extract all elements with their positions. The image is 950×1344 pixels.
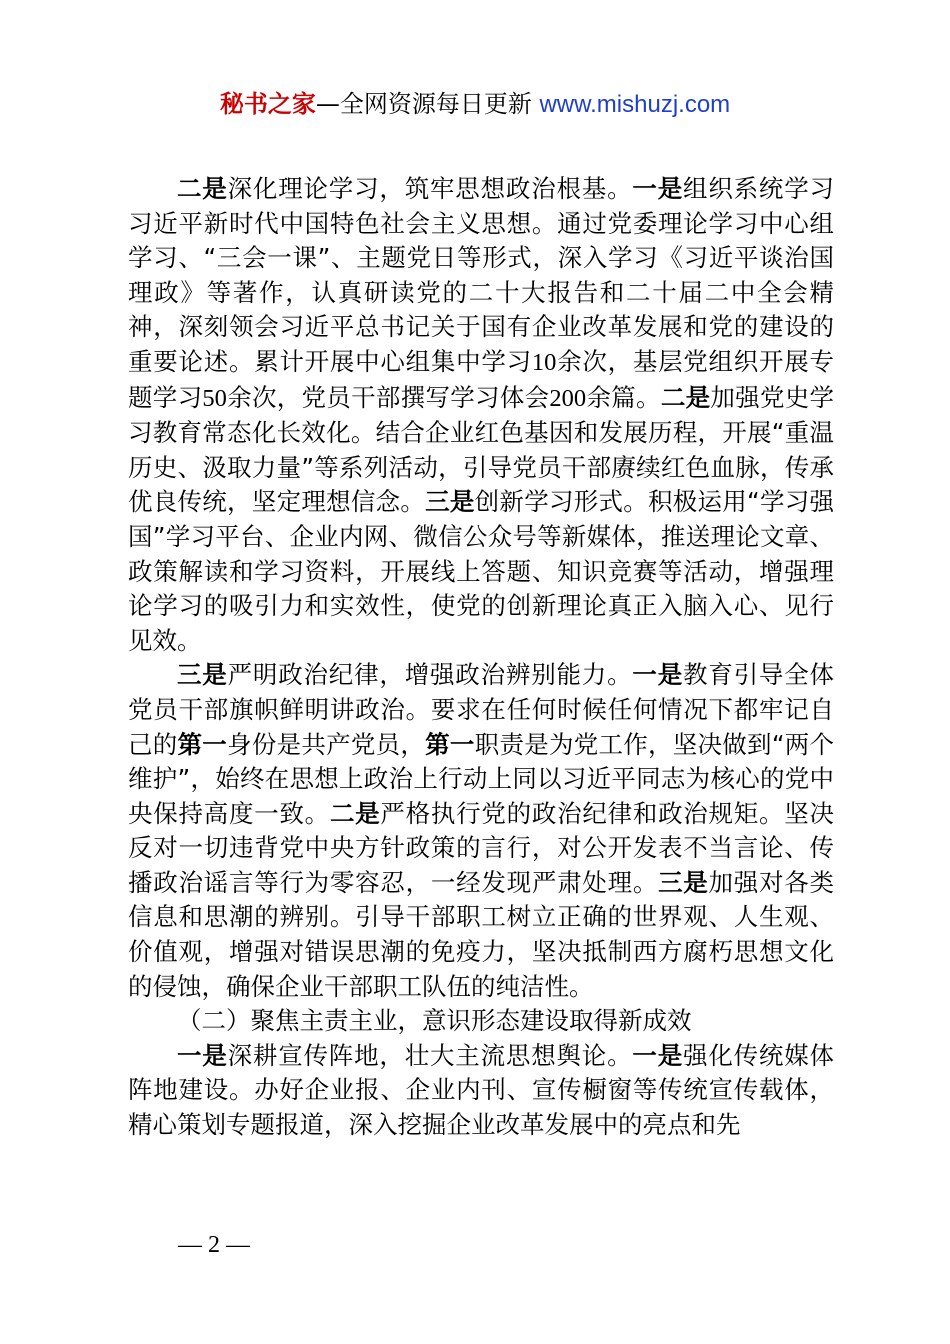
- bold-run: 二是: [177, 174, 228, 203]
- bold-run: 第一: [425, 729, 475, 759]
- header-tagline: —全网资源每日更新: [315, 90, 540, 118]
- text-run: 严格执行党的政治纪律和政治规矩。坚决反对一切违背党中央方针政策的言行，对公开发表不当言论、传播政治谣言等行为零容忍，一经发现严肃处理。: [128, 798, 835, 897]
- bold-run: 一是: [177, 1040, 228, 1070]
- paragraph-propaganda: [128, 1039, 834, 1143]
- bold-run: 三是: [425, 487, 475, 517]
- text-run: 身份是共产党员，: [227, 729, 426, 759]
- brand-name: 秘书之家: [219, 90, 316, 118]
- text-run: 余次，基层党组织开展专题学习: [128, 346, 835, 412]
- text-run: 严明政治纪律，增强政治辨别能力。: [227, 660, 633, 690]
- site-header: [0, 86, 950, 123]
- text-run: 组织系统学习习近平新时代中国特色社会主义思想。通过党委理论学习中心组学习、“三会一课”、主题党日等形式，深入学习《习近平谈治国理政》等著作，认真研读党的二十大报告和二十届二中全会精神，深刻领会习近平总书记关于国有企业改革发展和党的建设的重要论述。累计开展中心组集中学习: [128, 174, 835, 376]
- bold-run: 第一: [177, 729, 228, 759]
- text-run: 余次，党员干部撰写学习体会: [226, 382, 550, 412]
- text-run: 强化传统媒体阵地建设。办好企业报、企业内刊、宣传橱窗等传统宣传载体，精心策划专题报道，深入挖掘企业改革发展中的亮点和先: [128, 1040, 835, 1140]
- paragraph-political-discipline: [128, 658, 834, 1004]
- text-run: 深耕宣传阵地，壮大主流思想舆论。: [227, 1040, 633, 1070]
- paragraph-deepen-theory: [128, 172, 834, 658]
- text-run: 职责是为党工作，坚决做到“两个维护”，始终在思想上政治上行动上同以习近平同志为核心的党中央保持高度一致。: [128, 729, 835, 828]
- site-url: www.mishuzj.com: [539, 91, 731, 118]
- text-run: 加强党史学习教育常态化长效化。结合企业红色基因和发展历程，开展“重温历史、汲取力量”等系列活动，引导党员干部赓续红色血脉，传承优良传统，坚定理想信念。: [128, 382, 835, 517]
- bold-run: 一是: [632, 1040, 684, 1070]
- document-body: [128, 172, 834, 1143]
- number-run: 200: [549, 384, 587, 412]
- text-run: 余篇。: [586, 382, 661, 412]
- bold-run: 三是: [177, 660, 228, 690]
- bold-run: 一是: [632, 660, 684, 690]
- text-run: 创新学习形式。积极运用“学习强国”学习平台、企业内网、微信公众号等新媒体，推送理论文章、政策解读和学习资料，开展线上答题、知识竞赛等活动，增强理论学习的吸引力和实效性，使党的创新理论真正入脑入心、见行见效。: [128, 487, 835, 655]
- section-heading: （二）聚焦主责主业，意识形态建设取得新成效: [177, 1006, 692, 1036]
- number-run: 10: [531, 348, 557, 376]
- bold-run: 二是: [329, 798, 381, 828]
- bold-run: 二是: [660, 382, 711, 412]
- text-run: 加强对各类信息和思潮的辨别。引导干部职工树立正确的世界观、人生观、价值观，增强对错误思潮的免疫力，坚决抵制西方腐朽思想文化的侵蚀，确保企业干部职工队伍的纯洁性。: [128, 867, 835, 1001]
- bold-run: 一是: [632, 174, 684, 203]
- bold-run: 三是: [658, 867, 709, 897]
- text-run: 深化理论学习，筑牢思想政治根基。: [227, 174, 633, 203]
- page-number: — 2 —: [178, 1232, 250, 1258]
- number-run: 50: [202, 384, 227, 412]
- text-run: 教育引导全体党员干部旗帜鲜明讲政治。要求在任何时候任何情况下都牢记自己的: [128, 660, 835, 759]
